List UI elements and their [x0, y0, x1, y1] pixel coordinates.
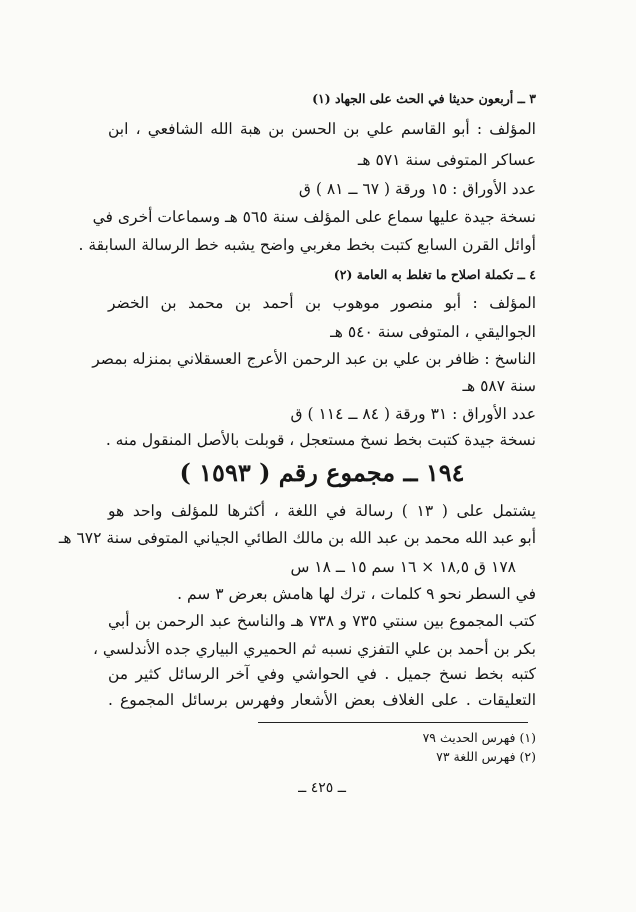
footnote-rule: [258, 722, 528, 723]
entry-line: عدد الأوراق : ١٥ ورقة ( ٦٧ ــ ٨١ ) ق: [298, 180, 536, 198]
collection-line: في السطر نحو ٩ كلمات ، ترك لها هامش بعرض ٣ سم .: [177, 585, 536, 603]
footnote: (١) فهرس الحديث ٧٩: [422, 730, 536, 745]
collection-line: كتب المجموع بين سنتي ٧٣٥ و ٧٣٨ هـ والناسخ عبد الرحمن بن أبي: [108, 612, 537, 630]
collection-line: أبو عبد الله محمد بن عبد الله بن مالك الطائي الجياني المتوفى سنة ٦٧٢ هـ: [58, 529, 536, 547]
entry-line: المؤلف : أبو منصور موهوب بن أحمد بن محمد بن الخضر: [108, 294, 536, 312]
entry-line: الجواليقي ، المتوفى سنة ٥٤٠ هـ: [330, 323, 536, 341]
entry-line: سنة ٥٨٧ هـ: [462, 377, 536, 395]
footnote: (٢) فهرس اللغة ٧٣: [436, 749, 536, 764]
collection-line: ١٧٨ ق ١٨,٥ × ١٦ سم ١٥ ــ ١٨ س: [290, 558, 516, 576]
entry-heading: ٤ ــ تكملة اصلاح ما تغلط به العامة (٢): [333, 267, 536, 282]
entry-line: عساكر المتوفى سنة ٥٧١ هـ: [357, 151, 536, 169]
collection-line: التعليقات . على الغلاف بعض الأشعار وفهرس برسائل المجموع .: [108, 691, 536, 709]
page-number: ــ ٤٢٥ ــ: [298, 780, 346, 796]
entry-line: أوائل القرن السابع كتبت بخط مغربي واضح يشبه خط الرسالة السابقة .: [78, 236, 536, 254]
entry-heading: ٣ ــ أربعون حديثا في الحث على الجهاد (١): [312, 91, 536, 106]
collection-title: ١٩٤ ــ مجموع رقم ( ١٥٩٣ ): [179, 458, 465, 487]
entry-line: المؤلف : أبو القاسم علي بن الحسن بن هبة الله الشافعي ، ابن: [108, 120, 536, 138]
collection-line: بكر بن أحمد بن علي التفزي نسبه ثم الحميري البياري جده الأندلسي ،: [92, 640, 536, 658]
entry-line: الناسخ : ظافر بن علي بن عبد الرحمن الأعرج العسقلاني بمنزله بمصر: [92, 350, 536, 368]
collection-line: يشتمل على ( ١٣ ) رسالة في اللغة ، أكثرها للمؤلف واحد هو: [108, 502, 536, 520]
collection-line: كتبه بخط نسخ جميل . في الحواشي وفي آخر الرسائل كثير من: [108, 665, 536, 683]
entry-line: عدد الأوراق : ٣١ ورقة ( ٨٤ ــ ١١٤ ) ق: [290, 405, 536, 423]
entry-line: نسخة جيدة كتبت بخط نسخ مستعجل ، قوبلت بالأصل المنقول منه .: [105, 431, 536, 449]
entry-line: نسخة جيدة عليها سماع على المؤلف سنة ٥٦٥ هـ وسماعات أخرى في: [92, 208, 536, 226]
